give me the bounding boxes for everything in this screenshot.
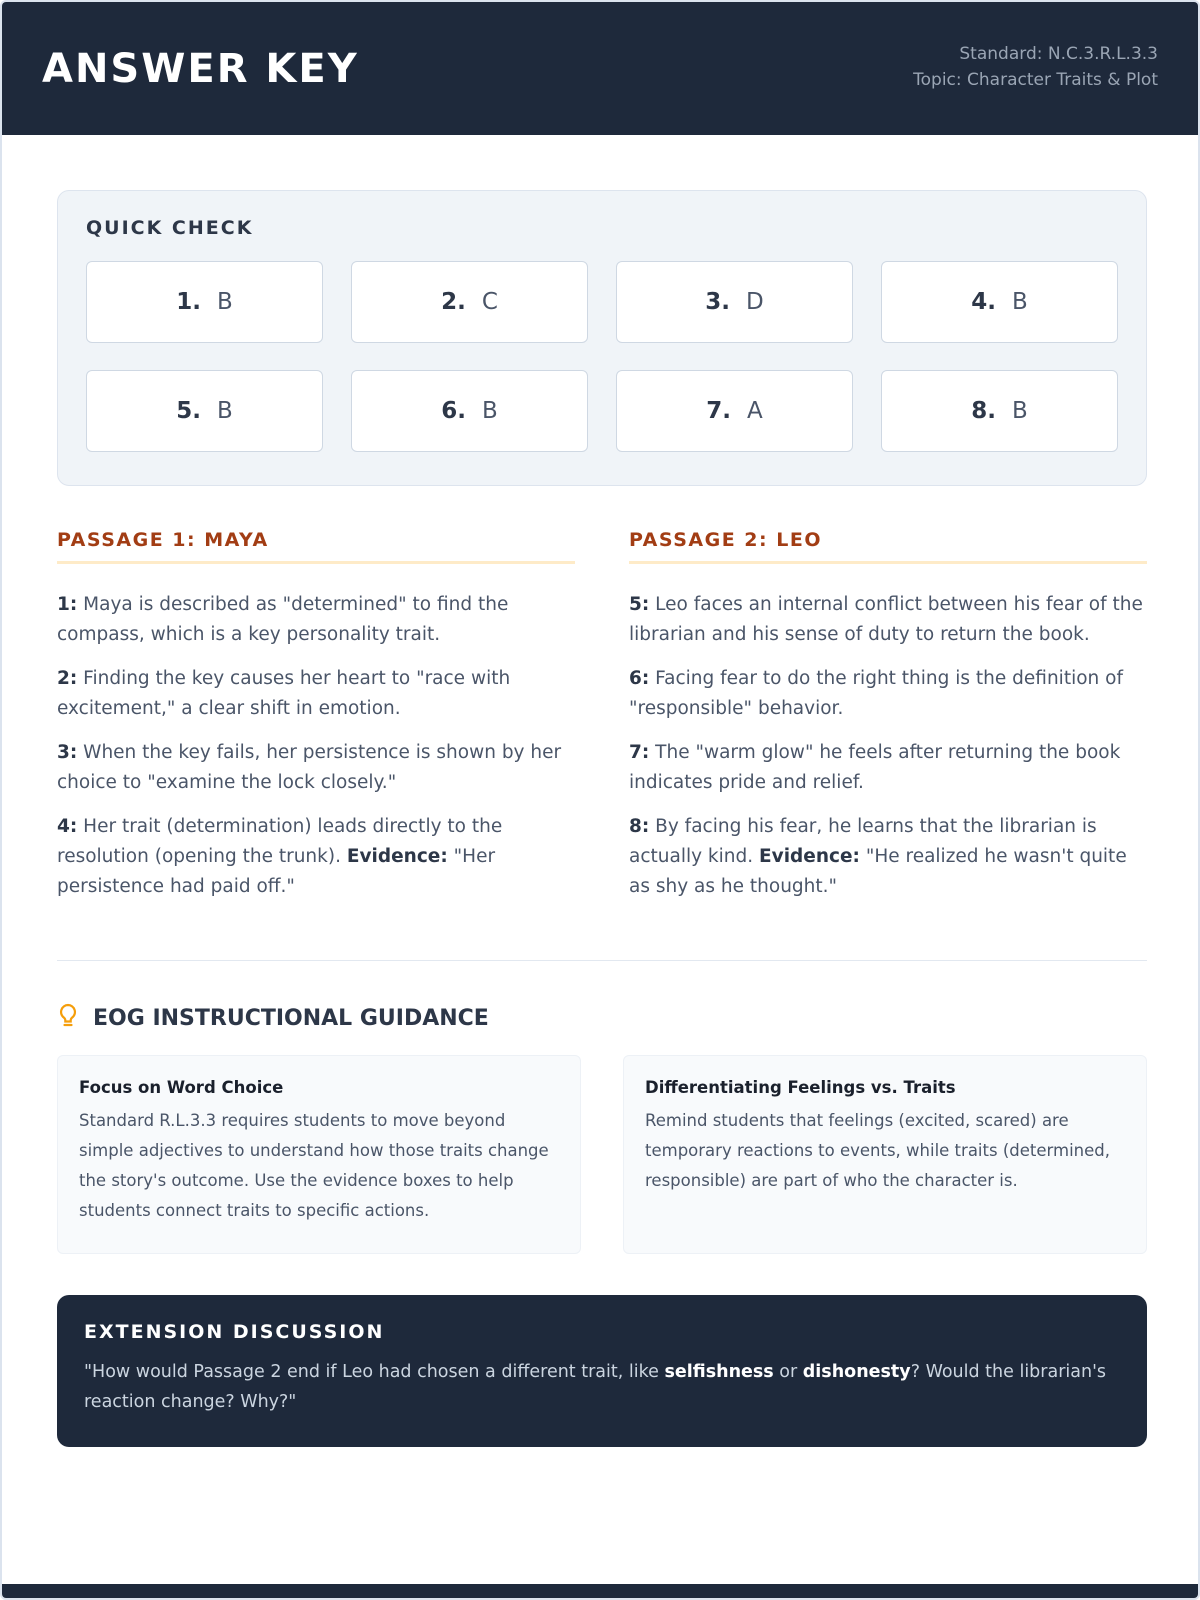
passage-title: PASSAGE 2: LEO (629, 529, 1147, 564)
answer-explanation (57, 590, 575, 650)
passage-title: PASSAGE 1: MAYA (57, 529, 575, 564)
item-text: Finding the key causes her heart to "race with excitement," a clear shift in emotion. (57, 668, 511, 719)
evidence-label: Evidence: (759, 846, 860, 867)
emphasis: selfishness (664, 1362, 774, 1382)
card-title: Differentiating Feelings vs. Traits (645, 1078, 956, 1097)
item-number: 4: (57, 816, 78, 837)
question-number: 5. (176, 398, 201, 424)
lightbulb-icon (57, 1002, 79, 1034)
item-number: 1: (57, 594, 78, 615)
emphasis: dishonesty (802, 1362, 911, 1382)
item-number: 2: (57, 668, 78, 689)
page-title: ANSWER KEY (42, 45, 359, 92)
card-text: Standard R.L.3.3 requires students to move beyond simple adjectives to understand how those traits change the story's outcome. Use the evidence boxes to help students connect traits to specific actions. (79, 1111, 549, 1220)
answer-explanation (57, 812, 575, 902)
guidance-heading (57, 1002, 489, 1034)
divider (57, 960, 1147, 961)
guidance-title: EOG INSTRUCTIONAL GUIDANCE (93, 1005, 489, 1031)
answer-box (351, 370, 588, 452)
topic-label: Topic: Character Traits & Plot (913, 69, 1158, 90)
item-text: Maya is described as "determined" to find the compass, which is a key personality trait. (57, 594, 509, 645)
item-number: 3: (57, 742, 78, 763)
item-number: 5: (629, 594, 650, 615)
answer-letter: A (747, 398, 763, 424)
header-meta (913, 41, 1158, 93)
question-number: 1. (176, 289, 201, 315)
extension-discussion (57, 1295, 1147, 1447)
item-text: By facing his fear, he learns that the librarian is actually kind. (629, 816, 1097, 867)
card-title: Focus on Word Choice (79, 1078, 284, 1097)
answer-explanation (57, 664, 575, 724)
extension-title: EXTENSION DISCUSSION (84, 1321, 385, 1343)
footer-bar (2, 1584, 1200, 1598)
answer-box (881, 370, 1118, 452)
item-text: Her trait (determination) leads directly to the resolution (opening the trunk). (57, 816, 503, 867)
passage-2-section (629, 529, 1147, 902)
passage-1-section (57, 529, 575, 902)
question-number: 4. (971, 289, 996, 315)
answer-letter: D (746, 289, 764, 315)
answer-letter: B (1011, 289, 1028, 315)
text-part: or (773, 1362, 803, 1382)
answer-letter: C (481, 289, 498, 315)
answer-letter: B (481, 398, 498, 424)
text-part: "How would Passage 2 end if Leo had chosen a different trait, like (84, 1362, 665, 1382)
answer-box (616, 370, 853, 452)
card-text: Remind students that feelings (excited, scared) are temporary reactions to events, while traits (determined, responsible) are part of who the character is. (645, 1111, 1110, 1190)
question-number: 3. (705, 289, 731, 315)
header (2, 2, 1198, 135)
answer-explanation (629, 812, 1147, 902)
standard-label: Standard: N.C.3.R.L.3.3 (959, 43, 1158, 64)
answer-letter: B (216, 398, 233, 424)
question-number: 2. (441, 289, 466, 315)
question-number: 7. (706, 398, 731, 424)
answer-explanation (629, 738, 1147, 798)
answer-box (86, 370, 323, 452)
item-number: 6: (629, 668, 650, 689)
guidance-card (623, 1055, 1147, 1254)
evidence-label: Evidence: (346, 846, 448, 867)
item-text: The "warm glow" he feels after returning the book indicates pride and relief. (629, 742, 1121, 793)
answer-box (616, 261, 853, 343)
answer-grid (86, 261, 1118, 452)
extension-text (84, 1357, 1120, 1417)
text-part: ? Would the librarian's reaction change? Why?" (84, 1362, 1107, 1412)
evidence-quote: "He realized he wasn't quite as shy as he thought." (629, 846, 1127, 897)
question-number: 6. (441, 398, 466, 424)
answer-letter: B (1011, 398, 1028, 424)
item-text: Facing fear to do the right thing is the definition of "responsible" behavior. (629, 668, 1123, 719)
answer-explanation (629, 664, 1147, 724)
item-number: 7: (629, 742, 650, 763)
item-text: Leo faces an internal conflict between his fear of the librarian and his sense of duty to return the book. (629, 594, 1143, 645)
answer-explanation (57, 738, 575, 798)
answer-explanation (629, 590, 1147, 650)
answer-box (351, 261, 588, 343)
evidence-quote: "Her persistence had paid off." (57, 846, 496, 897)
quick-check-panel (57, 190, 1147, 486)
answer-box (86, 261, 323, 343)
answer-letter: B (216, 289, 233, 315)
guidance-card (57, 1055, 581, 1254)
question-number: 8. (971, 398, 996, 424)
answer-box (881, 261, 1118, 343)
quick-check-title: QUICK CHECK (86, 217, 254, 239)
item-text: When the key fails, her persistence is shown by her choice to "examine the lock closely." (57, 742, 562, 793)
item-number: 8: (629, 816, 650, 837)
